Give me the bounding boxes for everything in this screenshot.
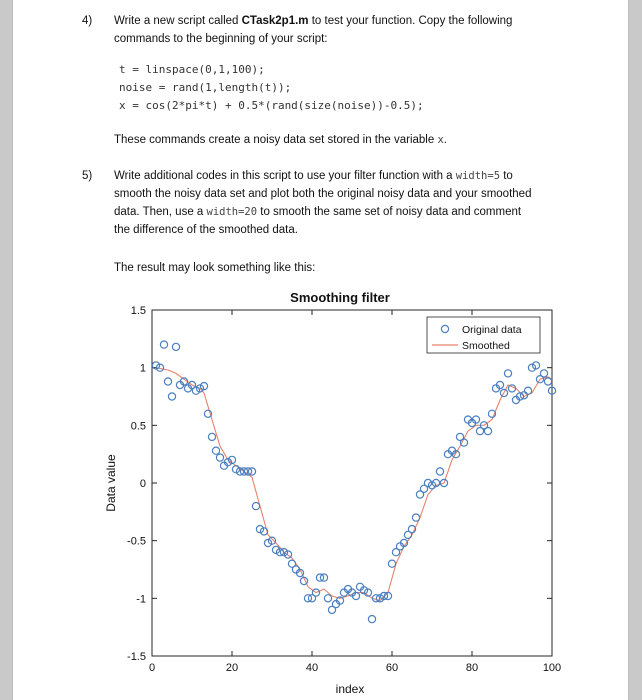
data-point [388, 560, 395, 567]
y-tick-label: 1 [139, 362, 146, 375]
data-point [324, 595, 331, 602]
after-text-post: . [443, 134, 447, 146]
x-tick-label: 20 [225, 662, 239, 674]
x-tick-label: 80 [465, 662, 479, 674]
y-tick-label: 0.5 [130, 420, 146, 433]
data-point [436, 468, 443, 475]
step-5-text [114, 167, 584, 239]
y-tick-label: -0.5 [127, 535, 146, 548]
legend [427, 317, 540, 353]
data-point [212, 447, 219, 454]
data-point [216, 454, 223, 461]
after-text-pre: These commands create a noisy data set stored in the variable [114, 134, 438, 146]
data-point [172, 343, 179, 350]
y-tick-label: -1.5 [127, 651, 146, 663]
y-axis-label: Data value [104, 454, 118, 512]
step-4-text [114, 12, 574, 48]
step-5-line3-pre: data. Then, use a [114, 206, 207, 218]
data-point [412, 514, 419, 521]
axis-ticks [127, 305, 561, 674]
code-line-1: t = linspace(0,1,100); [119, 63, 265, 76]
data-point [252, 503, 259, 510]
data-point [208, 433, 215, 440]
y-tick-label: 1.5 [130, 305, 146, 317]
width-20-code: width=20 [206, 206, 258, 218]
code-line-3: x = cos(2*pi*t) + 0.5*(rand(size(noise))-0.5); [119, 99, 424, 112]
legend-original-label: Original data [462, 324, 522, 336]
x-tick-label: 60 [385, 662, 399, 674]
step-4-line2: commands to the beginning of your script: [114, 33, 328, 45]
step-4-after-text [114, 131, 594, 149]
data-point [168, 393, 175, 400]
data-point [164, 378, 171, 385]
y-tick-label: 0 [139, 478, 146, 490]
data-point [160, 341, 167, 348]
variable-x: x [437, 134, 444, 146]
x-axis-label: index [335, 682, 365, 696]
data-point [540, 370, 547, 377]
data-point [524, 387, 531, 394]
x-tick-label: 40 [305, 662, 319, 674]
data-point [484, 428, 491, 435]
data-point [368, 616, 375, 623]
step-5-line2: smooth the noisy data set and plot both the original noisy data and your smoothed [114, 188, 532, 200]
document-page [12, 0, 629, 700]
y-tick-label: -1 [136, 593, 146, 606]
original-data-points [152, 341, 555, 623]
step-4-line1-pre: Write a new script called [114, 15, 242, 27]
plot-area [152, 310, 552, 656]
result-text: The result may look something like this: [114, 262, 316, 274]
step-5-line1-post: to [500, 170, 513, 182]
data-point [508, 385, 515, 392]
data-point [544, 378, 551, 385]
step-4-line1-post: to test your function. Copy the following [308, 15, 513, 27]
step-4-number: 4) [82, 15, 93, 27]
chart-title: Smoothing filter [290, 290, 390, 305]
step-5-line1-pre: Write additional codes in this script to use your filter function with a [114, 170, 456, 182]
script-name: CTask2p1.m [241, 15, 309, 27]
step-5-line3-post: to smooth the same set of noisy data and comment [257, 206, 522, 218]
data-point [504, 370, 511, 377]
x-tick-label: 100 [542, 662, 562, 674]
code-line-2: noise = rand(1,length(t)); [119, 81, 292, 94]
width-5-code: width=5 [455, 170, 501, 182]
step-5-number: 5) [82, 170, 93, 182]
legend-smoothed-label: Smoothed [462, 340, 510, 352]
step-5-line4: the difference of the smoothed data. [114, 224, 298, 236]
x-tick-label: 0 [148, 662, 156, 674]
smoothed-line [156, 368, 552, 601]
smoothing-filter-chart [13, 280, 630, 700]
